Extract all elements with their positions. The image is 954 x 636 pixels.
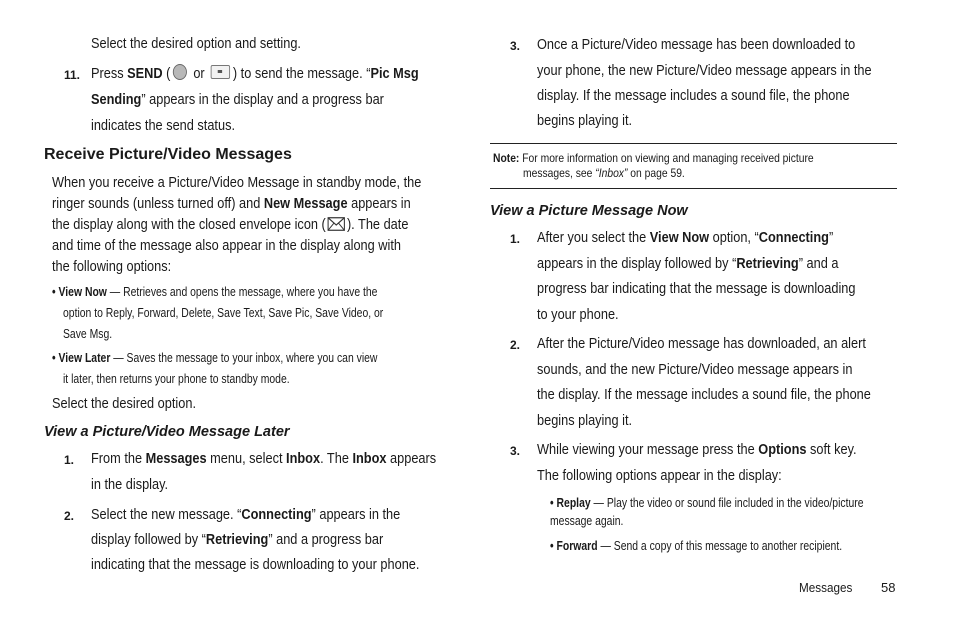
bullet-view-later-line-1: • View Later — Saves the message to your inbox, where you can view: [52, 350, 378, 365]
step-number: 11.: [64, 68, 81, 82]
para-line-1: When you receive a Picture/Video Message in standby mode, the: [52, 175, 422, 191]
step-number: 2.: [510, 338, 521, 352]
select-option-line: Select the desired option.: [52, 396, 197, 412]
envelope-icon: [328, 217, 346, 231]
footer-page-number: 58: [881, 580, 896, 595]
bullet-view-later-line-2: it later, then returns your phone to standby mode.: [63, 371, 290, 386]
right-step-2-line-3: the display. If the message includes a sound file, the phone: [537, 387, 871, 403]
step-11-line-1: Press SEND ( or ) to send the message. “Pic Msg: [91, 66, 419, 82]
right-step-1-line-1: After you select the View Now option, “Connecting”: [537, 230, 834, 246]
step-number: 1.: [64, 453, 75, 467]
right-step-3-line-3: display. If the message includes a sound file, the phone: [537, 88, 850, 104]
send-key-label: SEND: [127, 66, 163, 82]
inbox-reference-link[interactable]: “Inbox”: [595, 166, 628, 180]
subheading-view-now: View a Picture Message Now: [490, 203, 688, 219]
bullet-view-now-line-1: • View Now — Retrieves and opens the message, where you have the: [52, 284, 378, 299]
para-line-2: ringer sounds (unless turned off) and New Message appears in: [52, 196, 411, 212]
left-step-2-line-1: Select the new message. “Connecting” appears in the: [91, 507, 401, 523]
step-11-line-2: Sending” appears in the display and a progress bar: [91, 92, 384, 108]
right-step-3b-line-2: The following options appear in the display:: [537, 468, 782, 484]
para-line-5: the following options:: [52, 259, 172, 275]
bullet-replay-line-2: message again.: [550, 513, 624, 528]
note-top-rule: [490, 143, 897, 144]
note-line-1: Note: For more information on viewing and managing received picture: [493, 151, 814, 165]
note-line-2: messages, see “Inbox” on page 59.: [523, 166, 685, 180]
step-number: 2.: [64, 509, 75, 523]
para-line-3: the display along with the closed envelope icon ( ). The date: [52, 217, 409, 233]
left-step-2-line-2: display followed by “Retrieving” and a progress bar: [91, 532, 384, 548]
right-step-1-line-2: appears in the display followed by “Retrieving” and a: [537, 256, 839, 272]
step-11-line-3: indicates the send status.: [91, 118, 236, 134]
soft-key-icon: [211, 65, 230, 79]
right-step-2-line-4: begins playing it.: [537, 413, 633, 429]
right-step-3-line-2: your phone, the new Picture/Video message appears in the: [537, 63, 872, 79]
bullet-view-now-line-3: Save Msg.: [63, 326, 113, 341]
step-number: 1.: [510, 232, 521, 246]
para-line-4: and time of the message also appear in the display along with: [52, 238, 401, 254]
send-key-icon: [173, 64, 187, 80]
note-bottom-rule: [490, 188, 897, 189]
left-step-1-line-2: in the display.: [91, 477, 169, 493]
intro-line: Select the desired option and setting.: [91, 36, 301, 52]
bullet-forward-line-1: • Forward — Send a copy of this message to another recipient.: [550, 538, 843, 553]
note-label: Note:: [493, 151, 520, 165]
left-step-1-line-1: From the Messages menu, select Inbox. The Inbox appears: [91, 451, 437, 467]
right-step-1-line-4: to your phone.: [537, 307, 619, 323]
bullet-replay-line-1: • Replay — Play the video or sound file included in the video/picture: [550, 495, 864, 510]
step-number: 3.: [510, 39, 521, 53]
step-number: 3.: [510, 444, 521, 458]
right-step-3-line-1: Once a Picture/Video message has been downloaded to: [537, 37, 856, 53]
right-step-1-line-3: progress bar indicating that the message is downloading: [537, 281, 856, 297]
left-step-2-line-3: indicating that the message is downloading to your phone.: [91, 557, 420, 573]
bullet-view-now-line-2: option to Reply, Forward, Delete, Save Text, Save Pic, Save Video, or: [63, 305, 384, 320]
right-step-2-line-2: sounds, and the new Picture/Video message appears in: [537, 362, 853, 378]
section-heading: Receive Picture/Video Messages: [44, 146, 292, 163]
right-step-2-line-1: After the Picture/Video message has downloaded, an alert: [537, 336, 866, 352]
right-step-3-line-4: begins playing it.: [537, 113, 633, 129]
right-step-3b-line-1: While viewing your message press the Options soft key.: [537, 442, 857, 458]
subheading-view-later: View a Picture/Video Message Later: [44, 424, 290, 440]
footer-section-name: Messages: [799, 580, 853, 595]
